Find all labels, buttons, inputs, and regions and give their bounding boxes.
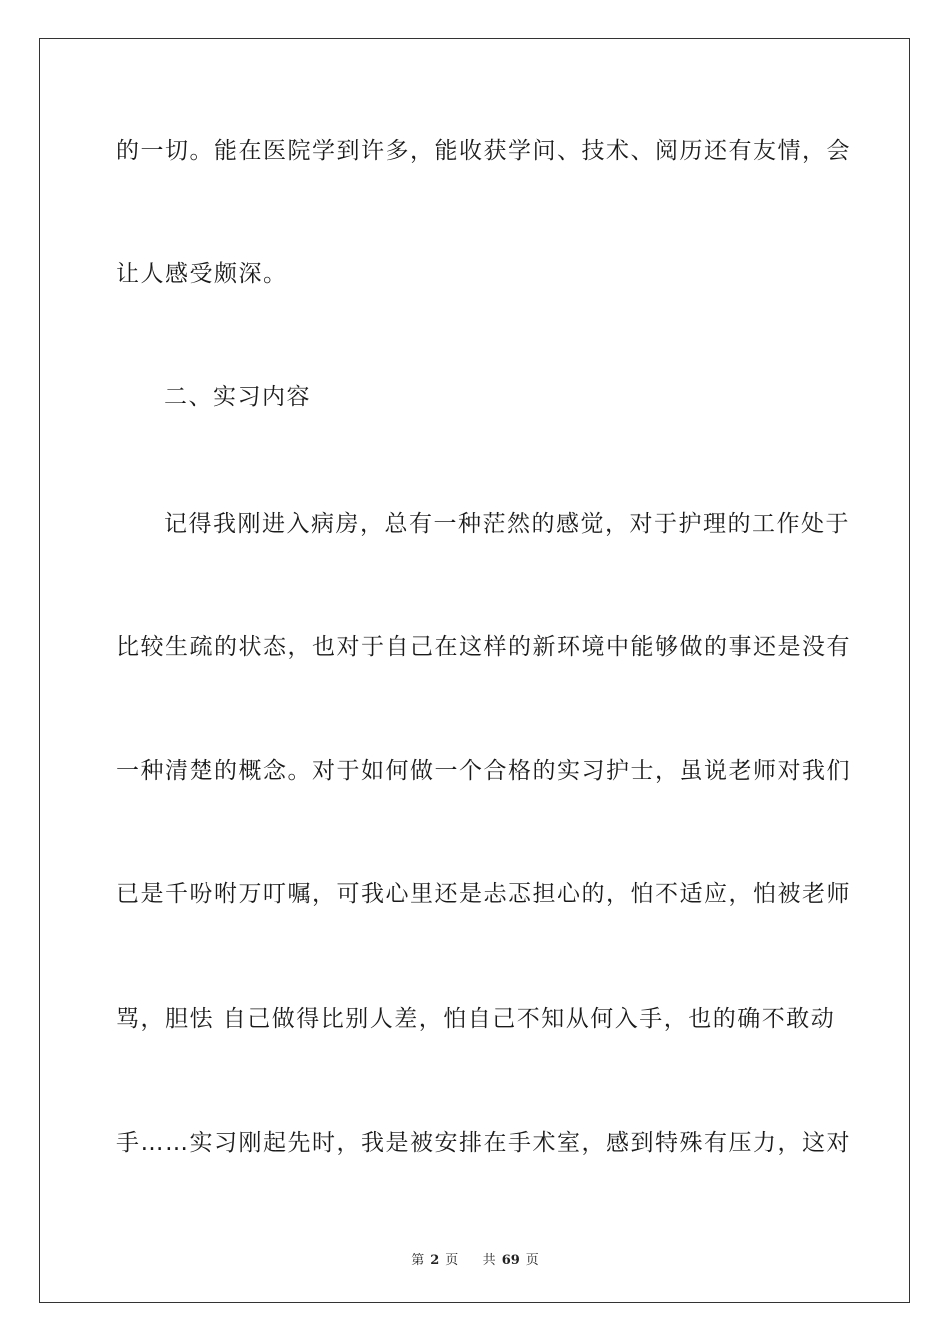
- total-pages: 69: [501, 1253, 520, 1268]
- paragraph-line-2: 比较生疏的状态，也对于自己在这样的新环境中能够做的事还是没有: [116, 634, 851, 660]
- page-suffix: 页: [445, 1253, 459, 1268]
- paragraph-line-5: 骂，胆怯 自己做得比别人差，怕自己不知从何入手，也的确不敢动: [116, 1006, 836, 1032]
- paragraph-line-6: 手……实习刚起先时，我是被安排在手术室，感到特殊有压力，这对: [116, 1130, 851, 1156]
- total-suffix: 页: [525, 1253, 539, 1268]
- paragraph-line-1: 记得我刚进入病房，总有一种茫然的感觉，对于护理的工作处于: [164, 511, 850, 537]
- page-footer: [0, 1249, 950, 1268]
- text-line-1: 的一切。能在医院学到许多，能收获学问、技术、阅历还有友情，会: [116, 138, 851, 164]
- page-number: 2: [430, 1253, 440, 1268]
- paragraph-line-3: 一种清楚的概念。对于如何做一个合格的实习护士，虽说老师对我们: [116, 758, 851, 784]
- total-indicator: [480, 1253, 542, 1268]
- page-border: [39, 38, 910, 1303]
- section-heading: 二、实习内容: [164, 384, 311, 410]
- text-line-2: 让人感受颇深。: [116, 261, 288, 287]
- page-prefix: 第: [411, 1253, 425, 1268]
- paragraph-line-4: 已是千吩咐万叮嘱，可我心里还是忐忑担心的，怕不适应，怕被老师: [116, 881, 851, 907]
- total-prefix: 共: [482, 1253, 496, 1268]
- page-indicator: [408, 1253, 461, 1268]
